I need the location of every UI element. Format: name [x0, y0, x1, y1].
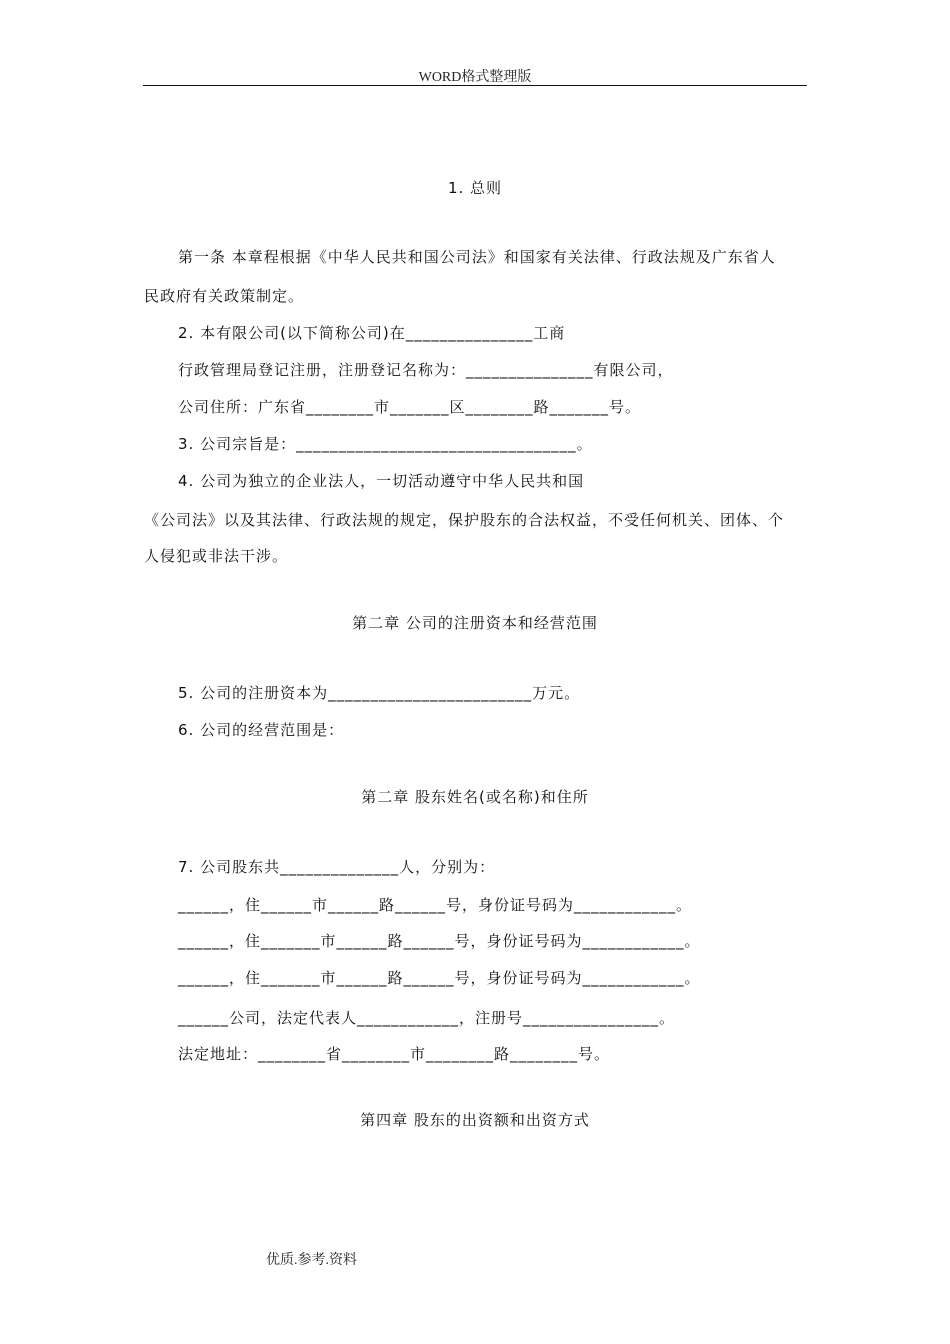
article-2-line-1: 2. 本有限公司(以下简称公司)在_______________工商: [178, 324, 566, 342]
legal-address: 法定地址：________省________市________路________号。: [178, 1045, 611, 1063]
shareholder-company: ______公司，法定代表人____________，注册号________________。: [178, 1009, 676, 1027]
article-3: 3. 公司宗旨是：_________________________________。: [178, 435, 593, 453]
shareholder-1: ______，住______市______路______号，身份证号码为____________。: [178, 896, 693, 914]
shareholder-3: ______，住_______市______路______号，身份证号码为____________。: [178, 969, 701, 987]
page-footer: 优质.参考.资料: [266, 1253, 357, 1268]
article-1-line-1: 第一条 本章程根据《中华人民共和国公司法》和国家有关法律、行政法规及广东省人: [178, 248, 776, 266]
article-6: 6. 公司的经营范围是：: [178, 721, 345, 739]
section-title-general: 1. 总则: [447, 179, 503, 197]
article-4-line-2: 《公司法》以及其法律、行政法规的规定，保护股东的合法权益，不受任何机关、团体、个: [144, 511, 785, 529]
article-7: 7. 公司股东共______________人，分别为：: [178, 858, 496, 876]
article-2-line-2: 行政管理局登记注册，注册登记名称为：_______________有限公司，: [178, 361, 674, 379]
header-rule: [143, 85, 807, 86]
shareholder-2: ______，住_______市______路______号，身份证号码为____________。: [178, 932, 701, 950]
article-4-line-1: 4. 公司为独立的企业法人，一切活动遵守中华人民共和国: [178, 472, 585, 490]
article-1-line-2: 民政府有关政策制定。: [144, 287, 305, 305]
page-header: WORD格式整理版: [418, 70, 532, 85]
chapter-4-title: 第四章 股东的出资额和出资方式: [360, 1111, 590, 1129]
article-5: 5. 公司的注册资本为________________________万元。: [178, 684, 581, 702]
article-4-line-3: 人侵犯或非法干涉。: [144, 547, 289, 565]
chapter-2-title: 第二章 公司的注册资本和经营范围: [352, 614, 598, 632]
article-2-line-3: 公司住所：广东省________市_______区________路_______号。: [178, 398, 642, 416]
chapter-3-title: 第二章 股东姓名(或名称)和住所: [361, 788, 589, 806]
